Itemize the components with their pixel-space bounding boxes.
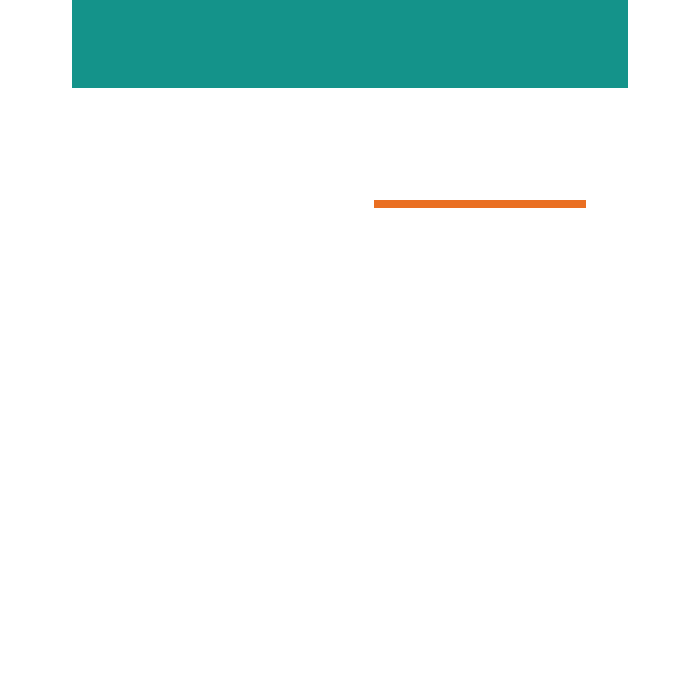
left-column bbox=[146, 170, 364, 172]
part-1-banner[interactable] bbox=[374, 200, 586, 208]
right-column bbox=[374, 170, 586, 220]
header-banner bbox=[72, 0, 628, 88]
